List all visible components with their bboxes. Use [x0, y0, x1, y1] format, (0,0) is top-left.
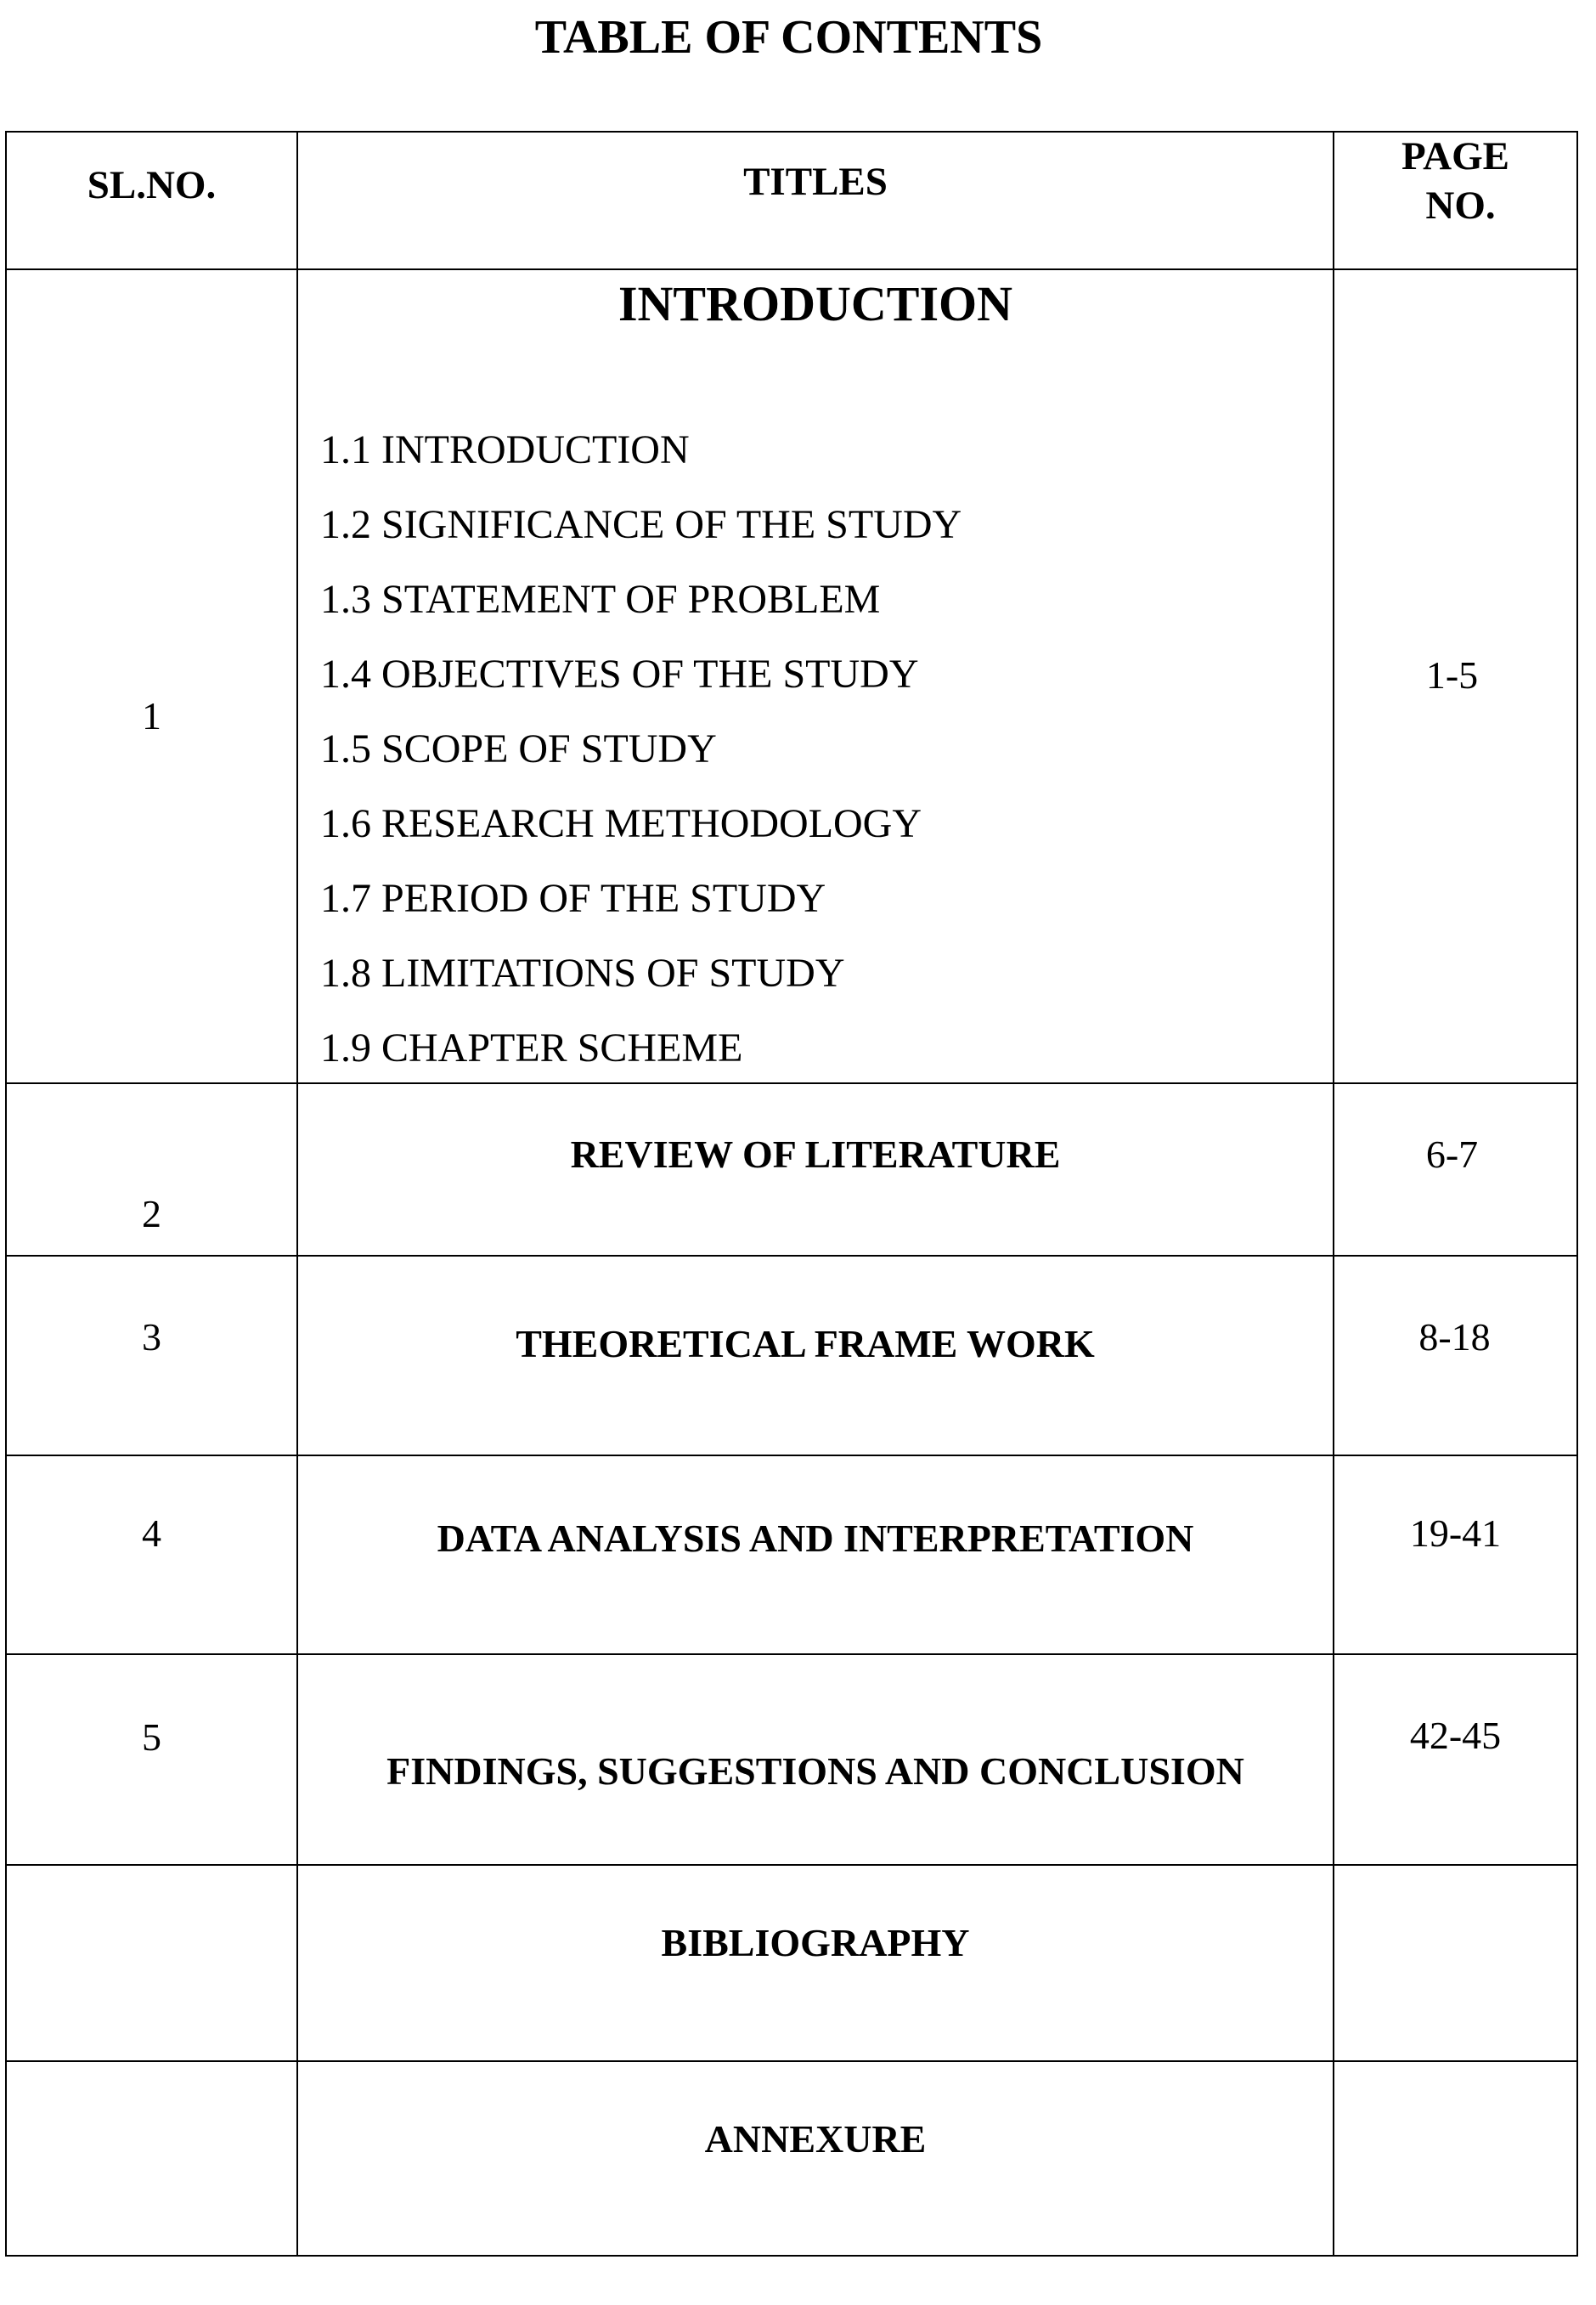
sl-number: 5	[142, 1715, 161, 1759]
header-titles-label: TITLES	[743, 160, 888, 204]
section-item: 1.4 OBJECTIVES OF THE STUDY	[320, 652, 919, 697]
page-cell	[1334, 269, 1577, 1083]
page-cell	[1334, 1654, 1577, 1865]
chapter-title: THEORETICAL FRAME WORK	[516, 1322, 1095, 1365]
sl-number: 1	[142, 694, 161, 737]
page-cell	[1334, 1865, 1577, 2061]
page-range: 6-7	[1425, 1133, 1479, 1176]
header-sl-no	[6, 132, 297, 269]
table-row-chapter-3	[6, 1256, 1577, 1455]
page-range: 8-18	[1418, 1315, 1491, 1359]
chapter-title: FINDINGS, SUGGESTIONS AND CONCLUSION	[386, 1749, 1244, 1793]
title-cell	[297, 269, 1334, 1083]
sl-cell	[6, 269, 297, 1083]
title-cell	[297, 1654, 1334, 1865]
table-row-chapter-5	[6, 1654, 1577, 1865]
page-cell	[1334, 1455, 1577, 1654]
section-item: 1.5 SCOPE OF STUDY	[320, 726, 717, 771]
sl-cell	[6, 1455, 297, 1654]
header-page-no	[1334, 132, 1577, 269]
chapter-title: ANNEXURE	[704, 2117, 927, 2161]
section-item: 1.8 LIMITATIONS OF STUDY	[320, 951, 845, 996]
table-row-annexure	[6, 2061, 1577, 2256]
section-item: 1.6 RESEARCH METHODOLOGY	[320, 801, 922, 846]
title-cell	[297, 1083, 1334, 1256]
table-row-chapter-1	[6, 269, 1577, 1083]
sl-cell	[6, 1256, 297, 1455]
table-row-chapter-2	[6, 1083, 1577, 1256]
page-cell	[1334, 2061, 1577, 2256]
section-item: 1.9 CHAPTER SCHEME	[320, 1025, 743, 1071]
sl-number: 3	[142, 1315, 161, 1359]
header-titles	[297, 132, 1334, 269]
section-item: 1.1 INTRODUCTION	[320, 427, 690, 472]
sl-number: 4	[142, 1511, 161, 1555]
sl-cell	[6, 1865, 297, 2061]
title-cell	[297, 1455, 1334, 1654]
header-sl-no-label: SL.NO.	[87, 163, 217, 207]
page-cell	[1334, 1083, 1577, 1256]
table-row-bibliography	[6, 1865, 1577, 2061]
section-item: 1.3 STATEMENT OF PROBLEM	[320, 577, 881, 622]
section-list	[320, 413, 962, 1086]
toc-table	[5, 131, 1578, 2257]
section-item: 1.7 PERIOD OF THE STUDY	[320, 876, 826, 921]
header-page-no-line2: NO.	[1425, 184, 1496, 228]
table-row-chapter-4	[6, 1455, 1577, 1654]
chapter-title: DATA ANALYSIS AND INTERPRETATION	[437, 1517, 1194, 1560]
sl-cell	[6, 1654, 297, 1865]
header-page-no-line1: PAGE	[1401, 134, 1510, 178]
chapter-title: REVIEW OF LITERATURE	[570, 1133, 1061, 1176]
header-row	[6, 132, 1577, 269]
page-range: 42-45	[1409, 1714, 1502, 1757]
title-cell	[297, 1865, 1334, 2061]
title-cell	[297, 1256, 1334, 1455]
sl-number: 2	[142, 1192, 161, 1235]
sl-cell	[6, 2061, 297, 2256]
chapter-heading-introduction: INTRODUCTION	[618, 276, 1013, 331]
page-range: 19-41	[1409, 1511, 1502, 1555]
page-title: TABLE OF CONTENTS	[534, 11, 1043, 64]
section-item: 1.2 SIGNIFICANCE OF THE STUDY	[320, 502, 962, 547]
page-cell	[1334, 1256, 1577, 1455]
chapter-title: BIBLIOGRAPHY	[661, 1921, 970, 1964]
title-cell	[297, 2061, 1334, 2256]
page-range: 1-5	[1425, 653, 1479, 697]
sl-cell	[6, 1083, 297, 1256]
